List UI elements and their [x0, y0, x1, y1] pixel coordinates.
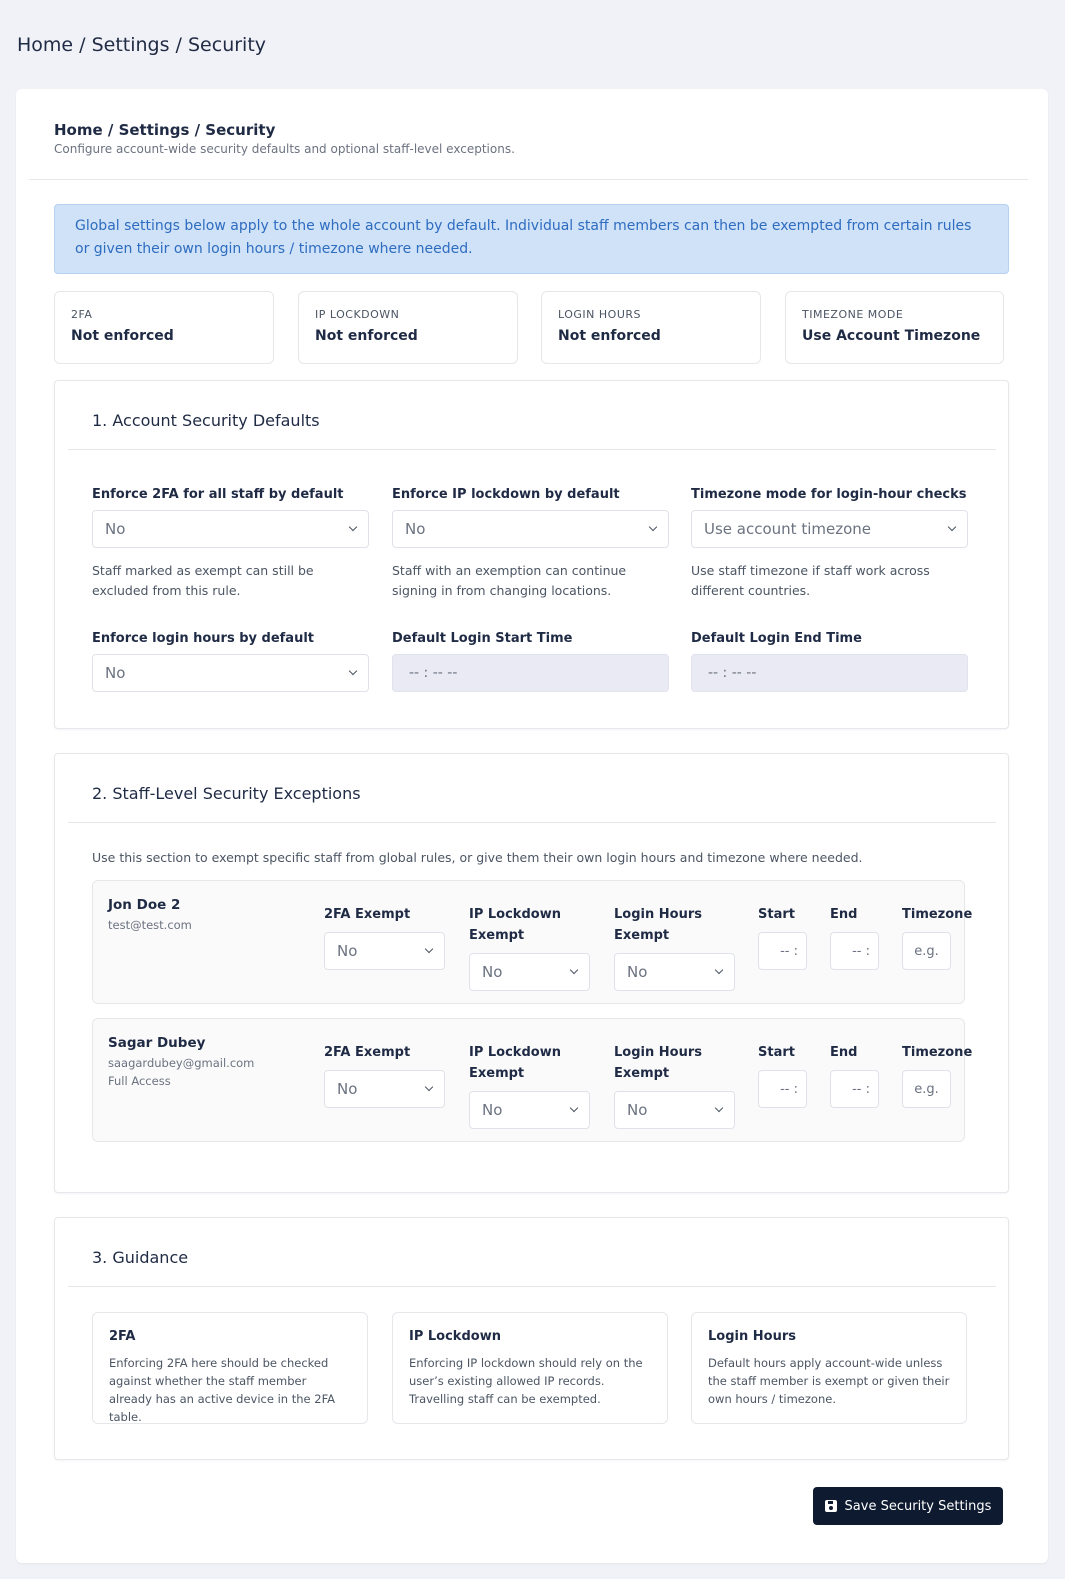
exceptions-intro: Use this section to exempt specific staff from global rules, or give them their own login hours and timezone where needed.	[92, 850, 863, 865]
field-help: Use staff timezone if staff work across different countries.	[691, 563, 930, 598]
ip-lockdown-exempt-select[interactable]	[469, 953, 590, 991]
guidance-title: 2FA	[109, 1329, 136, 1344]
column-label: End	[830, 907, 858, 922]
chevron-down-icon	[649, 523, 657, 531]
select-value: No	[337, 942, 358, 960]
stat-label: TIMEZONE MODE	[802, 308, 904, 321]
save-security-settings-button[interactable]	[813, 1487, 1003, 1525]
col-timezone	[902, 904, 973, 970]
col-start	[758, 904, 807, 970]
info-alert: Global settings below apply to the whole account by default. Individual staff members can then be exempted from certain rules or given their own login hours / timezone where needed.	[54, 204, 1009, 274]
guidance-title: IP Lockdown	[409, 1329, 501, 1344]
field-label: Default Login End Time	[691, 631, 862, 646]
default-end-time-input[interactable]: -- : -- --	[691, 654, 968, 692]
col-end	[830, 1042, 879, 1108]
stat-2fa	[54, 291, 274, 364]
column-label: Login Hours Exempt	[614, 1045, 702, 1081]
chevron-down-icon	[948, 523, 956, 531]
chevron-down-icon	[715, 966, 723, 974]
stat-label: 2FA	[71, 308, 93, 321]
chevron-down-icon	[425, 945, 433, 953]
column-label: Timezone	[902, 907, 973, 922]
stat-value: Not enforced	[558, 328, 661, 344]
guidance-card-ip-lockdown	[392, 1312, 668, 1424]
col-start	[758, 1042, 807, 1108]
column-label: 2FA Exempt	[324, 1045, 411, 1060]
column-label: Timezone	[902, 1045, 973, 1060]
column-label: Start	[758, 907, 795, 922]
staff-role: Full Access	[108, 1074, 171, 1088]
card-title: Home / Settings / Security	[54, 121, 276, 139]
select-value: No	[482, 1101, 503, 1119]
staff-row	[92, 880, 973, 1004]
login-hours-exempt-select[interactable]	[614, 1091, 735, 1129]
security-settings-card	[16, 89, 1048, 1563]
end-time-input[interactable]: -- :	[830, 1070, 879, 1108]
section-title: 2. Staff-Level Security Exceptions	[92, 784, 361, 803]
enforce-2fa-select[interactable]	[92, 510, 369, 548]
timezone-mode-select[interactable]	[691, 510, 968, 548]
column-label: End	[830, 1045, 858, 1060]
col-login-hours-exempt	[614, 1042, 735, 1129]
staff-name: Sagar Dubey	[108, 1035, 206, 1051]
ip-lockdown-exempt-select[interactable]	[469, 1091, 590, 1129]
field-enforce-login-hours	[92, 631, 369, 692]
chevron-down-icon	[715, 1104, 723, 1112]
stat-value: Not enforced	[315, 328, 418, 344]
chevron-down-icon	[349, 523, 357, 531]
select-value: No	[405, 520, 426, 538]
select-value: No	[482, 963, 503, 981]
field-default-end-time	[691, 631, 968, 692]
column-label: IP Lockdown Exempt	[469, 907, 561, 943]
default-start-time-input[interactable]: -- : -- --	[392, 654, 669, 692]
save-icon	[825, 1500, 837, 1512]
stat-ip-lockdown	[298, 291, 518, 364]
staff-email: saagardubey@gmail.com	[108, 1056, 255, 1070]
staff-name: Jon Doe 2	[108, 897, 181, 913]
chevron-down-icon	[570, 966, 578, 974]
stat-value: Use Account Timezone	[802, 328, 981, 344]
section-guidance	[54, 1217, 1009, 1460]
page-title: Home / Settings / Security	[17, 34, 267, 56]
col-login-hours-exempt	[614, 904, 735, 991]
field-default-start-time	[392, 631, 669, 692]
select-value: No	[337, 1080, 358, 1098]
stat-login-hours	[541, 291, 761, 364]
end-time-input[interactable]: -- :	[830, 932, 879, 970]
field-timezone-mode	[691, 487, 968, 601]
col-ip-lockdown-exempt	[469, 1042, 590, 1129]
select-value: No	[627, 1101, 648, 1119]
column-label: Start	[758, 1045, 795, 1060]
timezone-input[interactable]: e.g.	[902, 932, 951, 970]
guidance-text: Default hours apply account-wide unless the staff member is exempt or given their own hours / timezone.	[708, 1356, 950, 1406]
login-hours-exempt-select[interactable]	[614, 953, 735, 991]
col-2fa-exempt	[324, 904, 445, 970]
staff-row	[92, 1018, 973, 1142]
column-label: Login Hours Exempt	[614, 907, 702, 943]
col-timezone	[902, 1042, 973, 1108]
field-label: Enforce login hours by default	[92, 631, 315, 646]
guidance-card-2fa	[92, 1312, 368, 1424]
divider	[68, 449, 996, 450]
chevron-down-icon	[425, 1083, 433, 1091]
guidance-title: Login Hours	[708, 1329, 796, 1344]
enforce-login-hours-select[interactable]	[92, 654, 369, 692]
field-enforce-ip-lockdown	[392, 487, 669, 601]
stat-value: Not enforced	[71, 328, 174, 344]
section-title: 1. Account Security Defaults	[92, 411, 320, 430]
2fa-exempt-select[interactable]	[324, 932, 445, 970]
section-account-defaults	[54, 380, 1009, 729]
select-value: No	[105, 664, 126, 682]
enforce-ip-lockdown-select[interactable]	[392, 510, 669, 548]
field-label: Enforce IP lockdown by default	[392, 487, 620, 502]
field-help: Staff with an exemption can continue signing in from changing locations.	[392, 563, 627, 598]
section-staff-exceptions	[54, 753, 1009, 1193]
select-value: Use account timezone	[704, 520, 871, 538]
stat-timezone-mode	[785, 291, 1004, 364]
divider	[29, 179, 1028, 180]
guidance-card-login-hours	[691, 1312, 967, 1424]
select-value: No	[105, 520, 126, 538]
chevron-down-icon	[570, 1104, 578, 1112]
field-label: Timezone mode for login-hour checks	[691, 487, 967, 502]
card-subtitle: Configure account-wide security defaults and optional staff-level exceptions.	[54, 142, 515, 156]
start-time-input[interactable]: -- :	[758, 1070, 807, 1108]
save-button-label: Save Security Settings	[844, 1498, 992, 1514]
chevron-down-icon	[349, 667, 357, 675]
col-2fa-exempt	[324, 1042, 445, 1108]
guidance-text: Enforcing IP lockdown should rely on the user’s existing allowed IP records. Travelling staff can be exempted.	[409, 1356, 643, 1406]
field-enforce-2fa	[92, 487, 369, 601]
field-help: Staff marked as exempt can still be excluded from this rule.	[92, 563, 314, 598]
column-label: IP Lockdown Exempt	[469, 1045, 561, 1081]
col-ip-lockdown-exempt	[469, 904, 590, 991]
field-label: Default Login Start Time	[392, 631, 573, 646]
card-header	[54, 121, 515, 156]
stat-label: LOGIN HOURS	[558, 308, 641, 321]
divider	[68, 822, 996, 823]
col-end	[830, 904, 879, 970]
section-title: 3. Guidance	[92, 1248, 189, 1267]
guidance-text: Enforcing 2FA here should be checked against whether the staff member already has an active device in the 2FA table.	[109, 1356, 336, 1424]
field-label: Enforce 2FA for all staff by default	[92, 487, 344, 502]
staff-email: test@test.com	[108, 918, 192, 932]
start-time-input[interactable]: -- :	[758, 932, 807, 970]
timezone-input[interactable]: e.g.	[902, 1070, 951, 1108]
column-label: 2FA Exempt	[324, 907, 411, 922]
divider	[68, 1286, 996, 1287]
2fa-exempt-select[interactable]	[324, 1070, 445, 1108]
select-value: No	[627, 963, 648, 981]
stat-label: IP LOCKDOWN	[315, 308, 400, 321]
